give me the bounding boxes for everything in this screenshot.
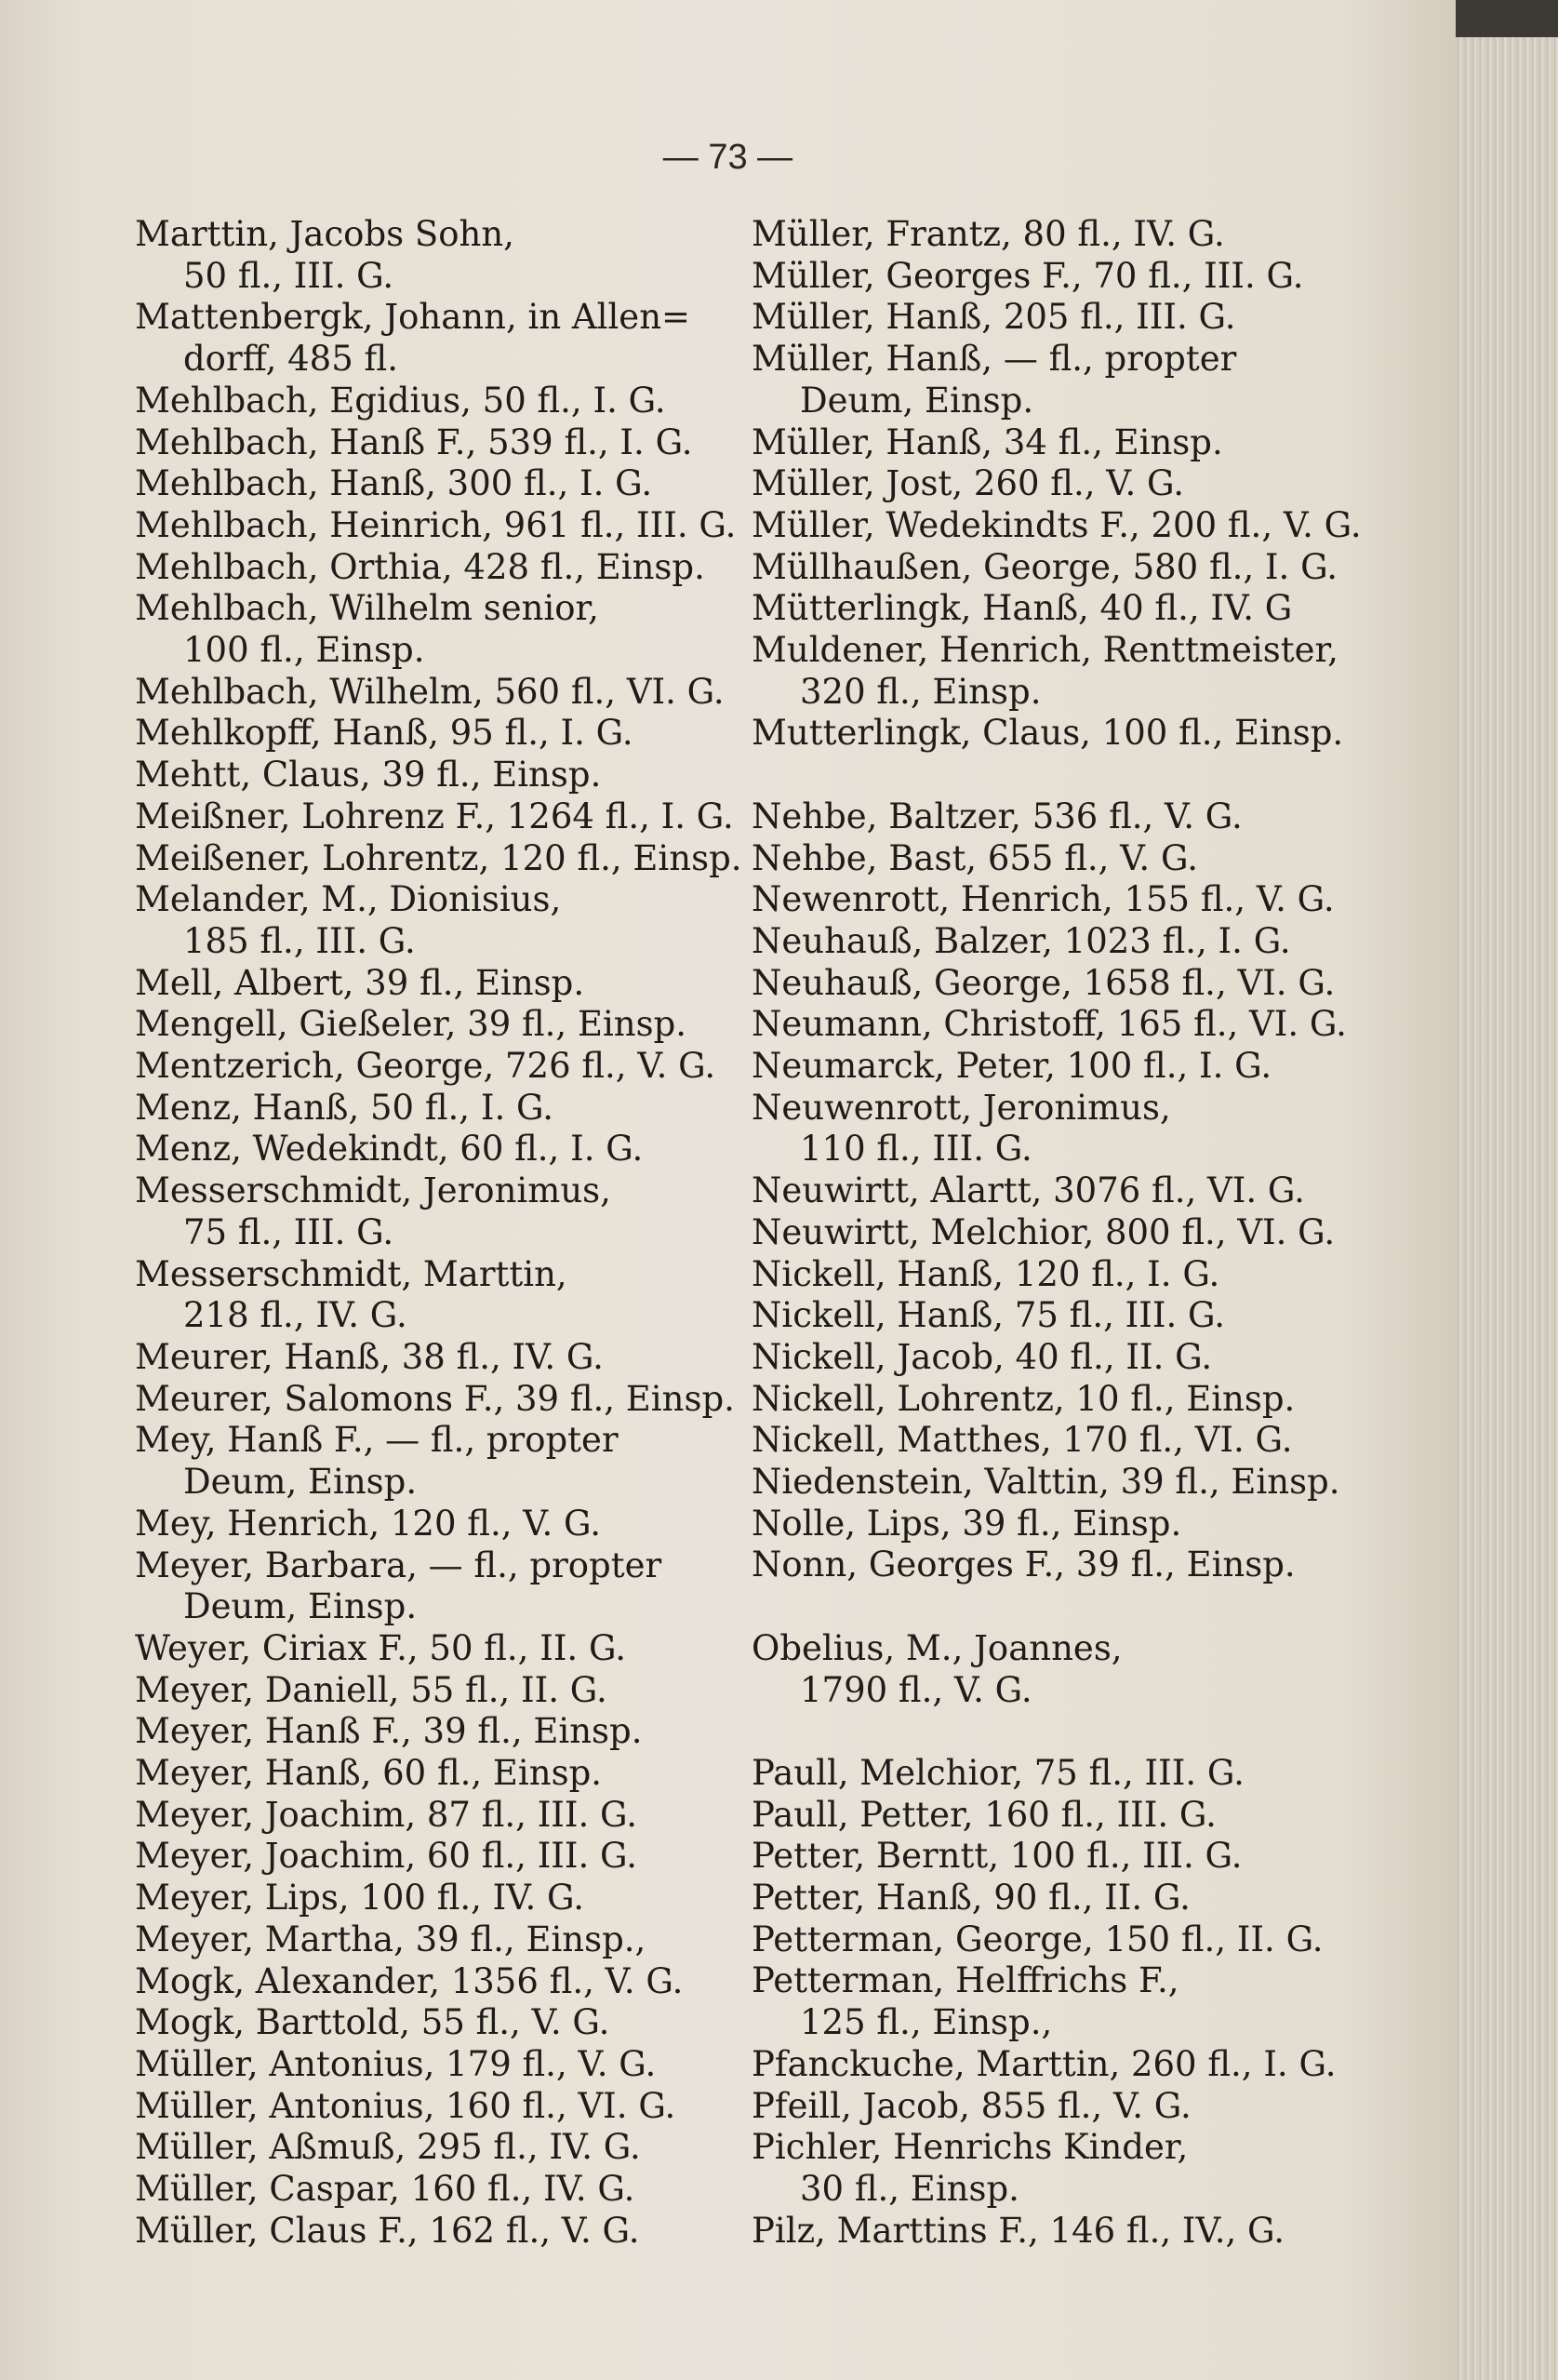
entry-line: Müllhaußen, George, 580 fl., I. G. — [752, 546, 1338, 587]
register-entry — [135, 1129, 730, 1170]
entry-continuation-line: Deum, Einsp. — [800, 380, 1034, 421]
register-entry — [135, 796, 734, 838]
register-entry — [752, 1212, 1347, 1254]
entry-line: Petterman, George, 150 fl., II. G. — [752, 1919, 1324, 1959]
entry-continuation-line: 320 fl., Einsp. — [800, 671, 1042, 712]
register-entry — [135, 1795, 730, 1837]
register-entry — [135, 1919, 730, 1961]
register-entry — [752, 879, 1347, 921]
entry-continuation-line: 218 fl., IV. G. — [183, 1295, 407, 1336]
register-entry — [752, 1295, 1347, 1337]
entry-line: Meyer, Martha, 39 fl., Einsp., — [135, 1919, 646, 1959]
register-entry — [135, 1504, 730, 1545]
entry-line: Müller, Hanß, 34 fl., Einsp. — [752, 421, 1223, 462]
register-entry — [752, 1795, 1347, 1837]
entry-line: Neuhauß, Balzer, 1023 fl., I. G. — [752, 920, 1291, 961]
entry-continuation-line: 110 fl., III. G. — [800, 1129, 1032, 1170]
register-entry — [135, 1753, 730, 1795]
entry-line: Meurer, Hanß, 38 fl., IV. G. — [135, 1336, 604, 1377]
entry-continuation-line: 185 fl., III. G. — [183, 920, 416, 961]
register-entry — [752, 1420, 1347, 1462]
entry-line: Müller, Jost, 260 fl., V. G. — [752, 463, 1185, 504]
entry-line: Müller, Frantz, 80 fl., IV. G. — [752, 214, 1225, 254]
register-entry — [752, 1753, 1347, 1795]
register-entry — [135, 2127, 730, 2169]
register-entry — [752, 1919, 1347, 1961]
entry-line: Pilz, Marttins F., 146 fl., IV., G. — [752, 2210, 1285, 2251]
entry-line: Mentzerich, George, 726 fl., V. G. — [135, 1046, 716, 1087]
register-entry — [752, 2086, 1347, 2128]
register-entry — [752, 2211, 1347, 2253]
entry-line: Paull, Petter, 160 fl., III. G. — [752, 1794, 1217, 1835]
register-entry — [752, 1254, 1347, 1296]
book-page-edges — [1456, 37, 1558, 2380]
entry-line: Meyer, Hanß, 60 fl., Einsp. — [135, 1753, 603, 1794]
entry-line: Nickell, Hanß, 120 fl., I. G. — [752, 1253, 1220, 1294]
register-entry — [135, 2002, 730, 2044]
letter-section-gap — [752, 755, 1347, 796]
register-entry — [752, 1046, 1347, 1088]
register-entry — [752, 1504, 1347, 1545]
register-entry — [135, 1254, 730, 1337]
entry-line: Müller, Antonius, 179 fl., V. G. — [135, 2043, 657, 2084]
entry-continuation-line: 75 fl., III. G. — [183, 1211, 394, 1252]
entry-line: Mehtt, Claus, 39 fl., Einsp. — [135, 755, 602, 796]
register-entry — [135, 1961, 730, 2003]
register-entry — [135, 1088, 730, 1130]
entry-line: Pfeill, Jacob, 855 fl., V. G. — [752, 2085, 1192, 2126]
entry-line: Mengell, Gießeler, 39 fl., Einsp. — [135, 1004, 687, 1045]
entry-line: Pichler, Henrichs Kinder, — [752, 2127, 1189, 2168]
register-entry — [752, 214, 1347, 256]
right-column — [752, 214, 1362, 2252]
register-entry — [135, 1711, 730, 1753]
register-entry — [135, 504, 737, 547]
register-entry — [135, 1170, 730, 1253]
entry-line: Pfanckuche, Marttin, 260 fl., I. G. — [752, 2043, 1337, 2084]
register-entry — [752, 1836, 1347, 1878]
register-entry — [752, 630, 1347, 713]
register-entry — [135, 1004, 730, 1046]
register-entry — [135, 755, 730, 796]
entry-line: Newenrott, Henrich, 155 fl., V. G. — [752, 879, 1335, 920]
entry-line: Mattenbergk, Johann, in Allen= — [135, 297, 691, 338]
register-entry — [135, 1878, 730, 1919]
entry-line: Niedenstein, Valttin, 39 fl., Einsp. — [752, 1462, 1340, 1503]
register-entry — [135, 1337, 730, 1379]
entry-line: Mehlbach, Hanß F., 539 fl., I. G. — [135, 421, 693, 462]
entry-line: Meißner, Lohrenz F., 1264 fl., I. G. — [135, 796, 734, 836]
entry-line: Meyer, Joachim, 87 fl., III. G. — [135, 1794, 638, 1835]
register-entry — [135, 879, 730, 962]
entry-line: Muldener, Henrich, Renttmeister, — [752, 630, 1338, 671]
entry-line: Mehlbach, Wilhelm, 560 fl., VI. G. — [135, 671, 725, 712]
entry-line: Meißener, Lohrentz, 120 fl., Einsp. — [135, 837, 742, 878]
register-entry — [135, 588, 730, 671]
entry-line: Mehlbach, Heinrich, 961 fl., III. G. — [135, 504, 737, 545]
register-entry — [135, 1046, 730, 1088]
register-entry — [135, 463, 730, 505]
entry-line: Nonn, Georges F., 39 fl., Einsp. — [752, 1544, 1296, 1585]
register-entry — [135, 1420, 730, 1503]
entry-line: Nehbe, Baltzer, 536 fl., V. G. — [752, 796, 1243, 836]
register-entry — [752, 339, 1347, 421]
entry-line: Paull, Melchior, 75 fl., III. G. — [752, 1752, 1245, 1793]
entry-line: Mehlbach, Wilhelm senior, — [135, 588, 599, 629]
register-entry — [752, 2044, 1347, 2086]
register-entry — [752, 963, 1347, 1005]
register-entry — [135, 2211, 730, 2253]
register-entry — [135, 1670, 730, 1712]
register-entry — [135, 381, 730, 422]
entry-line: Neuwenrott, Jeronimus, — [752, 1087, 1171, 1128]
register-entry — [752, 2127, 1347, 2210]
register-entry — [752, 422, 1347, 464]
left-column — [135, 214, 742, 2252]
entry-line: Nickell, Lohrentz, 10 fl., Einsp. — [752, 1378, 1296, 1419]
register-entry — [752, 1379, 1347, 1421]
entry-line: Meyer, Lips, 100 fl., IV. G. — [135, 1878, 585, 1919]
entry-line: Mehlbach, Hanß, 300 fl., I. G. — [135, 463, 653, 504]
entry-line: Mehlkopff, Hanß, 95 fl., I. G. — [135, 713, 633, 754]
entry-line: Müller, Hanß, — fl., propter — [752, 339, 1237, 380]
register-entry — [752, 1337, 1347, 1379]
entry-line: Menz, Hanß, 50 fl., I. G. — [135, 1087, 553, 1128]
register-entry — [752, 588, 1347, 630]
register-entry — [752, 256, 1347, 298]
register-entry — [135, 1836, 730, 1878]
register-entry — [752, 1878, 1347, 1919]
register-entry — [752, 1004, 1347, 1046]
entry-line: Meyer, Daniell, 55 fl., II. G. — [135, 1669, 607, 1710]
register-entry — [752, 297, 1347, 339]
entry-continuation-line: 100 fl., Einsp. — [183, 630, 425, 671]
entry-line: Müller, Antonius, 160 fl., VI. G. — [135, 2085, 676, 2126]
entry-line: Obelius, M., Joannes, — [752, 1627, 1123, 1668]
register-entry — [752, 838, 1347, 880]
entry-line: Mell, Albert, 39 fl., Einsp. — [135, 962, 585, 1003]
register-entry — [135, 1628, 730, 1670]
register-entry — [135, 2169, 730, 2211]
entry-line: Messerschmidt, Jeronimus, — [135, 1170, 611, 1211]
register-entry — [135, 422, 730, 464]
register-entry — [752, 504, 1362, 547]
entry-line: Neuhauß, George, 1658 fl., VI. G. — [752, 962, 1336, 1003]
register-entry — [135, 2086, 730, 2128]
entry-line: Mutterlingk, Claus, 100 fl., Einsp. — [752, 713, 1344, 754]
entry-line: Müller, Claus F., 162 fl., V. G. — [135, 2210, 640, 2251]
entry-line: Neumarck, Peter, 100 fl., I. G. — [752, 1046, 1272, 1087]
entry-continuation-line: Deum, Einsp. — [183, 1586, 418, 1627]
entry-line: Meyer, Joachim, 60 fl., III. G. — [135, 1836, 638, 1877]
entry-line: Neumann, Christoff, 165 fl., VI. G. — [752, 1004, 1347, 1045]
entry-line: Meurer, Salomons F., 39 fl., Einsp. — [135, 1378, 735, 1419]
entry-line: Mogk, Alexander, 1356 fl., V. G. — [135, 1960, 684, 2001]
register-entry — [135, 963, 730, 1005]
entry-continuation-line: 1790 fl., V. G. — [800, 1669, 1032, 1710]
entry-line: Müller, Hanß, 205 fl., III. G. — [752, 297, 1236, 338]
register-entry — [135, 672, 730, 714]
entry-line: Mey, Henrich, 120 fl., V. G. — [135, 1503, 601, 1544]
entry-line: Nehbe, Bast, 655 fl., V. G. — [752, 837, 1198, 878]
page-number: — 73 — — [662, 138, 793, 177]
entry-line: Menz, Wedekindt, 60 fl., I. G. — [135, 1129, 644, 1170]
entry-line: Müller, Aßmuß, 295 fl., IV. G. — [135, 2127, 641, 2168]
letter-section-gap — [752, 1711, 1347, 1753]
register-entry — [135, 297, 730, 380]
register-entry — [135, 837, 742, 880]
register-entry — [752, 1088, 1347, 1170]
entry-continuation-line: 30 fl., Einsp. — [800, 2169, 1019, 2209]
entry-line: Weyer, Ciriax F., 50 fl., II. G. — [135, 1627, 626, 1668]
register-entry — [135, 713, 730, 755]
entry-line: Marttin, Jacobs Sohn, — [135, 214, 514, 254]
entry-line: Messerschmidt, Marttin, — [135, 1253, 567, 1294]
entry-line: Nickell, Matthes, 170 fl., VI. G. — [752, 1420, 1293, 1461]
entry-line: Melander, M., Dionisius, — [135, 879, 562, 920]
entry-line: Mehlbach, Orthia, 428 fl., Einsp. — [135, 546, 705, 587]
register-entry — [752, 547, 1347, 589]
entry-line: Müller, Georges F., 70 fl., III. G. — [752, 255, 1304, 296]
register-entry — [752, 1960, 1347, 2043]
register-entry — [752, 921, 1347, 963]
register-entry — [135, 2044, 730, 2086]
entry-line: Nolle, Lips, 39 fl., Einsp. — [752, 1503, 1182, 1544]
entry-line: Mütterlingk, Hanß, 40 fl., IV. G — [752, 588, 1293, 629]
entry-continuation-line: dorff, 485 fl. — [183, 339, 398, 380]
entry-line: Neuwirtt, Melchior, 800 fl., VI. G. — [752, 1211, 1336, 1252]
entry-line: Petter, Berntt, 100 fl., III. G. — [752, 1836, 1243, 1877]
entry-line: Nickell, Jacob, 40 fl., II. G. — [752, 1336, 1213, 1377]
register-entry — [752, 1544, 1347, 1586]
entry-continuation-line: 50 fl., III. G. — [183, 255, 394, 296]
register-entry — [752, 463, 1347, 505]
register-entry — [752, 1170, 1347, 1212]
register-entry — [135, 1378, 735, 1421]
entry-line: Nickell, Hanß, 75 fl., III. G. — [752, 1295, 1226, 1336]
register-entry — [752, 1628, 1347, 1711]
entry-continuation-line: 125 fl., Einsp., — [800, 2002, 1053, 2043]
entry-line: Meyer, Hanß F., 39 fl., Einsp. — [135, 1711, 643, 1752]
entry-line: Neuwirtt, Alartt, 3076 fl., VI. G. — [752, 1170, 1305, 1211]
register-entry — [135, 1545, 730, 1628]
letter-section-gap — [752, 1586, 1347, 1628]
entry-line: Müller, Wedekindts F., 200 fl., V. G. — [752, 504, 1362, 545]
entry-line: Petterman, Helffrichs F., — [752, 1960, 1179, 2001]
register-entry — [752, 1462, 1347, 1504]
entry-line: Mey, Hanß F., — fl., propter — [135, 1420, 619, 1461]
entry-line: Petter, Hanß, 90 fl., II. G. — [752, 1878, 1191, 1919]
register-entry — [752, 713, 1347, 755]
entry-line: Meyer, Barbara, — fl., propter — [135, 1544, 662, 1585]
entry-line: Müller, Caspar, 160 fl., IV. G. — [135, 2169, 635, 2210]
register-entry — [135, 547, 730, 589]
register-entry — [135, 214, 730, 297]
entry-line: Mogk, Barttold, 55 fl., V. G. — [135, 2002, 610, 2043]
register-entry — [752, 796, 1347, 838]
entry-line: Mehlbach, Egidius, 50 fl., I. G. — [135, 380, 666, 421]
entry-continuation-line: Deum, Einsp. — [183, 1462, 418, 1503]
